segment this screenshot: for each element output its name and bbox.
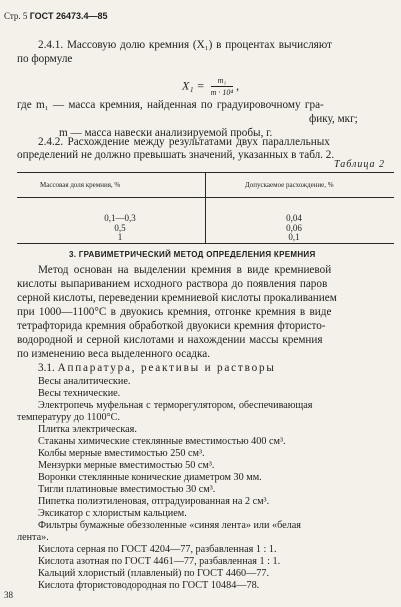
formula	[182, 76, 239, 97]
apparatus-heading	[38, 362, 276, 376]
item-line: Стаканы химические стеклянные вместимостью 400 см³.	[38, 436, 286, 447]
item-line: Электропечь муфельная с терморегулятором, обеспечивающая	[38, 400, 313, 411]
formula-numerator: m₁	[211, 76, 234, 87]
table-cell: 1	[117, 232, 123, 242]
item-line: Весы технические.	[38, 388, 121, 399]
table-column-divider	[205, 172, 206, 243]
section-title: 3. ГРАВИМЕТРИЧЕСКИЙ МЕТОД ОПРЕДЕЛЕНИЯ КРЕМНИЯ	[69, 250, 316, 259]
table-bottom-rule	[17, 243, 394, 244]
method-line: серной кислоты, переведении кремниевой кислоты прокаливанием	[17, 292, 337, 304]
formula-intro-line-2: по формуле	[17, 53, 73, 65]
table-caption: Таблица 2	[334, 159, 385, 170]
item-line: Мензурки мерные вместимостью 50 см³.	[38, 460, 215, 471]
item-line: Весы аналитические.	[38, 376, 131, 387]
method-line: кислоты выпариванием исходного раствора до появления паров	[17, 278, 328, 290]
item-line: Кислота азотная по ГОСТ 4461—77, разбавленная 1 : 1.	[38, 556, 281, 567]
table-cell: 0,1—0,3	[104, 213, 136, 223]
item-line: лента».	[17, 532, 49, 543]
table-header-tolerance: Допускаемое расхождение, %	[245, 181, 334, 189]
method-line: по изменению веса выделенного осадка.	[17, 348, 211, 360]
apparatus-number: 3.1.	[38, 362, 55, 374]
apparatus-title: Аппаратура, реактивы и растворы	[57, 362, 276, 374]
para-2-4-2-line-2: определений не должно превышать значений, указанных в табл. 2.	[17, 149, 335, 161]
table-header-mass-fraction: Массовая доля кремния, %	[40, 181, 121, 189]
formula-end: ,	[236, 78, 240, 93]
para-2-4-2-line-1: 2.4.2. Расхождение между результатами двух параллельных	[38, 136, 330, 148]
method-line: водородной и серной кислотами и нахождении массы кремния	[17, 334, 323, 346]
table-cell: 0,06	[286, 222, 302, 233]
page-number: 38	[4, 590, 13, 600]
formula-denominator: m · 10⁴	[210, 88, 234, 97]
item-line: Колбы мерные вместимостью 250 см³.	[38, 448, 205, 459]
where-line-3: m — масса навески анализируемой пробы, г.	[59, 127, 273, 139]
table-cell: 0,5	[114, 222, 126, 233]
method-line: тетрафторида кремния обработкой двуокиси кремния фтористо-	[17, 320, 326, 332]
formula-intro-line-1: 2.4.1. Массовую долю кремния (X₁) в процентах вычисляют	[38, 39, 332, 51]
formula-lhs: X₁ =	[182, 78, 205, 93]
method-line: при 1000—1100°С в двуокись кремния, отгонке кремния в виде	[17, 306, 332, 318]
page-label: Стр. 5	[4, 11, 28, 21]
item-line: Кислота серная по ГОСТ 4204—77, разбавленная 1 : 1.	[38, 544, 277, 555]
item-line: Пипетка полиэтиленовая, отградуированная на 2 см³.	[38, 496, 270, 507]
item-line: Тигли платиновые вместимостью 30 см³.	[38, 484, 216, 495]
item-line: Плитка электрическая.	[38, 424, 137, 435]
item-line: Кислота фтористоводородная по ГОСТ 10484—78.	[38, 580, 260, 591]
page-header	[4, 11, 108, 21]
where-line-1: где m₁ — масса кремния, найденная по градуировочному гра-	[17, 99, 324, 111]
item-line: температуру до 1100°С.	[17, 412, 120, 423]
standard-code: ГОСТ 26473.4—85	[29, 11, 108, 21]
where-line-2: фику, мкг;	[309, 113, 358, 125]
item-line: Фильтры бумажные обеззоленные «синяя лента» или «белая	[38, 520, 301, 531]
table-cell: 0,1	[288, 232, 300, 242]
method-line: Метод основан на выделении кремния в виде кремниевой	[38, 264, 332, 276]
item-line: Кальций хлористый (плавленый) по ГОСТ 4460—77.	[38, 568, 270, 579]
formula-fraction	[211, 76, 234, 97]
item-line: Эксикатор с хлористым кальцием.	[38, 508, 187, 519]
item-line: Воронки стеклянные конические диаметром 30 мм.	[38, 472, 262, 483]
table-cell: 0,04	[286, 213, 302, 223]
